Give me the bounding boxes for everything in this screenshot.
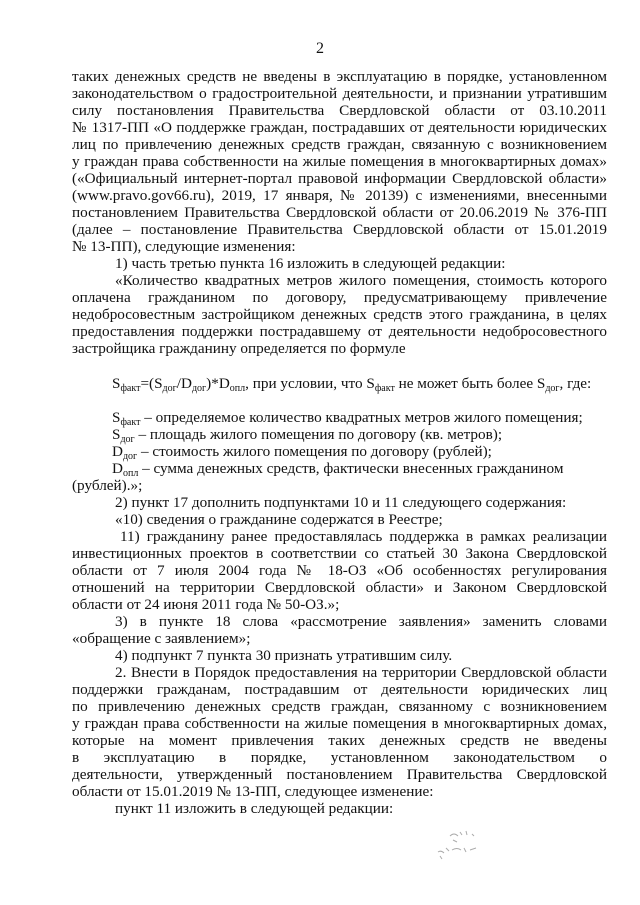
formula-symbol: S <box>154 375 163 392</box>
formula-symbol: S <box>366 375 375 392</box>
text-line: («Официальный интернет-портал правовой информации Свердловской области» <box>72 170 607 187</box>
formula-subscript: факт <box>374 383 395 394</box>
formula-line <box>112 375 591 394</box>
formula-subscript: дог <box>545 383 560 394</box>
text-line: застройщика гражданину определяется по формуле <box>72 340 406 357</box>
formula-subscript: дог <box>162 383 177 394</box>
text-line: (далее – постановление Правительства Свердловской области от 15.01.2019 <box>72 221 607 238</box>
text-line: отношений на территории Свердловской области» и Законом Свердловской <box>72 579 607 596</box>
definition-text: – стоимость жилого помещения по договору (рублей); <box>137 443 492 460</box>
formula-symbol: S <box>112 375 121 392</box>
definition-text: – определяемое количество квадратных метров жилого помещения; <box>140 409 583 426</box>
text-line: предоставления поддержки пострадавшему от деятельности недобросовестного <box>72 323 607 340</box>
formula-text: , при условии, что <box>245 375 367 392</box>
text-line: у граждан права собственности на жилые помещения в многоквартирных домах» <box>72 153 607 170</box>
definition-subscript: факт <box>120 417 141 428</box>
definition-line <box>72 460 607 477</box>
handwritten-mark <box>420 826 490 866</box>
formula-text: / <box>176 375 181 392</box>
formula-symbol: S <box>536 375 546 392</box>
text-line: области от 24 июня 2011 года № 50-ОЗ.»; <box>72 596 340 613</box>
text-line: которые на момент привлечения таких денежных средств не введены <box>72 732 607 749</box>
text-line: инвестиционных проектов в соответствии со статьей 30 Закона Свердловской <box>72 545 607 562</box>
definition-text: – площадь жилого помещения по договору (кв. метров); <box>134 426 503 443</box>
text-line: 2) пункт 17 дополнить подпунктами 10 и 11 следующего содержания: <box>115 494 567 511</box>
text-line: таких денежных средств не введены в эксплуатацию в порядке, установленном <box>72 68 607 85</box>
text-line: 3) в пункте 18 слова «рассмотрение заявления» заменить словами <box>115 613 607 630</box>
text-line: (рублей).»; <box>72 477 143 494</box>
definition-symbol: S <box>112 426 121 443</box>
text-line: «10) сведения о гражданине содержатся в Реестре; <box>115 511 443 528</box>
text-line: № 1317-ПП «О поддержке граждан, пострадавших от деятельности юридических <box>72 119 607 136</box>
text-block-top <box>72 68 607 357</box>
formula-symbol: D <box>180 375 192 392</box>
definitions-block <box>72 409 607 477</box>
text-line: № 13-ПП), следующие изменения: <box>72 238 296 255</box>
definition-symbol: S <box>112 409 121 426</box>
text-block-bottom <box>72 477 607 817</box>
text-line: у граждан права собственности на жилые помещения в многоквартирных домах, <box>72 715 607 732</box>
formula-text: =( <box>140 375 155 392</box>
text-line: поддержки гражданам, пострадавшим от деятельности юридических лиц <box>72 681 607 698</box>
text-line: оплачена гражданином по договору, предусматривающему привлечение <box>72 289 607 306</box>
definition-line <box>72 409 607 426</box>
definition-line <box>72 426 607 443</box>
text-line: (www.pravo.gov66.ru), 2019, 17 января, № 20139) с изменениями, внесенными <box>72 187 607 204</box>
text-line: «обращение с заявлением»; <box>72 630 251 647</box>
formula-subscript: факт <box>120 383 141 394</box>
definition-symbol: D <box>112 460 123 477</box>
formula-symbol: D <box>218 375 230 392</box>
definition-subscript: опл <box>122 468 139 479</box>
text-line: 2. Внести в Порядок предоставления на территории Свердловской области <box>115 664 607 681</box>
text-line: области от 7 июля 2004 года № 18-ОЗ «Об особенностях регулирования <box>72 562 607 579</box>
text-line: пункт 11 изложить в следующей редакции: <box>115 800 394 817</box>
text-line: 1) часть третью пункта 16 изложить в следующей редакции: <box>115 255 506 272</box>
definition-symbol: D <box>112 443 123 460</box>
text-line: постановлением Правительства Свердловской области от 20.06.2019 № 376-ПП <box>72 204 607 221</box>
definition-text: – сумма денежных средств, фактически внесенных гражданином <box>138 460 564 477</box>
formula-text: не может быть более <box>394 375 537 392</box>
definition-subscript: дог <box>120 434 135 445</box>
text-line: по привлечению денежных средств граждан, связанному с возникновением <box>72 698 607 715</box>
text-line: лиц по привлечению денежных средств граждан, связанную с возникновением <box>72 136 607 153</box>
text-line: недобросовестным застройщиком денежных средств этого гражданина, в целях <box>72 306 607 323</box>
text-line: деятельности, утвержденный постановлением Правительства Свердловской <box>72 766 607 783</box>
page-number: 2 <box>316 40 324 57</box>
text-line: 11) гражданину ранее предоставлялась поддержка в рамках реализации <box>120 528 607 545</box>
text-line: 4) подпункт 7 пункта 30 признать утратившим силу. <box>115 647 453 664</box>
text-line: законодательством о градостроительной деятельности, и признании утратившим <box>72 85 607 102</box>
formula-subscript: дог <box>191 383 207 394</box>
text-line: в эксплуатацию в порядке, установленном законодательством о <box>72 749 607 766</box>
text-line: области от 15.01.2019 № 13-ПП, следующее изменение: <box>72 783 434 800</box>
text-line: «Количество квадратных метров жилого помещения, стоимость которого <box>115 272 607 289</box>
formula-text: , где: <box>559 375 592 392</box>
definition-line <box>72 443 607 460</box>
formula-text: )* <box>206 375 219 392</box>
definition-subscript: дог <box>122 451 138 462</box>
text-line: силу постановления Правительства Свердловской области от 03.10.2011 <box>72 102 607 119</box>
formula-subscript: опл <box>229 383 246 394</box>
